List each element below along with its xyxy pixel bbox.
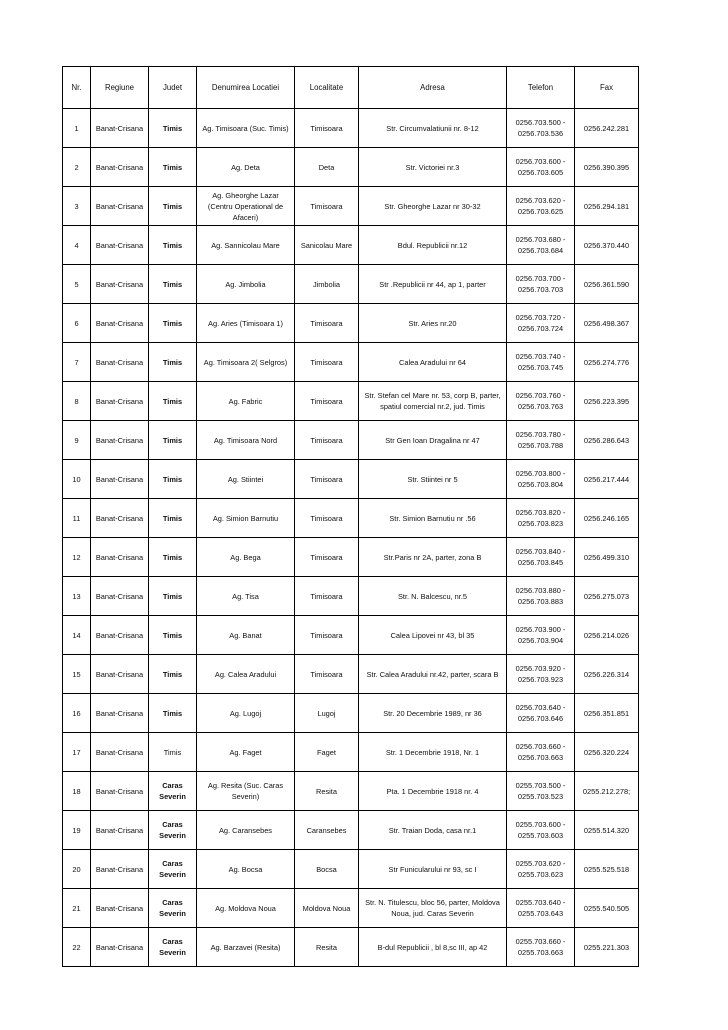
cell-nr: 18 bbox=[63, 772, 91, 811]
cell-denumire: Ag. Timisoara 2( Selgros) bbox=[197, 343, 295, 382]
cell-denumire: Ag. Bocsa bbox=[197, 850, 295, 889]
table-row bbox=[63, 421, 639, 460]
cell-regiune: Banat-Crisana bbox=[91, 538, 149, 577]
cell-judet: Caras Severin bbox=[149, 772, 197, 811]
cell-regiune: Banat-Crisana bbox=[91, 616, 149, 655]
cell-localitate: Timisoara bbox=[295, 577, 359, 616]
cell-telefon: 0256.703.640 - 0256.703.646 bbox=[507, 694, 575, 733]
cell-adresa: Str. Victoriei nr.3 bbox=[359, 148, 507, 187]
table-row bbox=[63, 538, 639, 577]
cell-fax: 0256.499.310 bbox=[575, 538, 639, 577]
table-row bbox=[63, 928, 639, 967]
cell-nr: 5 bbox=[63, 265, 91, 304]
cell-fax: 0256.286.643 bbox=[575, 421, 639, 460]
table-row bbox=[63, 187, 639, 226]
cell-adresa: Str. N. Titulescu, bloc 56, parter, Moldova Noua, jud. Caras Severin bbox=[359, 889, 507, 928]
cell-denumire: Ag. Fabric bbox=[197, 382, 295, 421]
cell-judet: Timis bbox=[149, 109, 197, 148]
cell-localitate: Timisoara bbox=[295, 421, 359, 460]
cell-adresa: Str. Circumvalatiunii nr. 8-12 bbox=[359, 109, 507, 148]
table-row bbox=[63, 772, 639, 811]
cell-adresa: Str .Republicii nr 44, ap 1, parter bbox=[359, 265, 507, 304]
locations-table bbox=[62, 66, 639, 967]
cell-fax: 0256.361.590 bbox=[575, 265, 639, 304]
table-row bbox=[63, 460, 639, 499]
header-adresa: Adresa bbox=[359, 67, 507, 109]
table-row bbox=[63, 148, 639, 187]
cell-adresa: Str. Aries nr.20 bbox=[359, 304, 507, 343]
header-telefon: Telefon bbox=[507, 67, 575, 109]
cell-adresa: Str. N. Balcescu, nr.5 bbox=[359, 577, 507, 616]
cell-judet: Timis bbox=[149, 265, 197, 304]
cell-denumire: Ag. Aries (Timisoara 1) bbox=[197, 304, 295, 343]
table-row bbox=[63, 577, 639, 616]
header-localitate: Localitate bbox=[295, 67, 359, 109]
cell-localitate: Timisoara bbox=[295, 304, 359, 343]
cell-localitate: Timisoara bbox=[295, 343, 359, 382]
cell-regiune: Banat-Crisana bbox=[91, 109, 149, 148]
cell-regiune: Banat-Crisana bbox=[91, 733, 149, 772]
cell-regiune: Banat-Crisana bbox=[91, 382, 149, 421]
cell-regiune: Banat-Crisana bbox=[91, 850, 149, 889]
cell-fax: 0256.214.026 bbox=[575, 616, 639, 655]
cell-judet: Timis bbox=[149, 226, 197, 265]
cell-nr: 14 bbox=[63, 616, 91, 655]
header-row bbox=[63, 67, 639, 109]
table-row bbox=[63, 694, 639, 733]
cell-telefon: 0256.703.820 - 0256.703.823 bbox=[507, 499, 575, 538]
cell-nr: 19 bbox=[63, 811, 91, 850]
cell-nr: 8 bbox=[63, 382, 91, 421]
cell-telefon: 0255.703.620 - 0255.703.623 bbox=[507, 850, 575, 889]
cell-telefon: 0255.703.500 - 0255.703.523 bbox=[507, 772, 575, 811]
cell-nr: 21 bbox=[63, 889, 91, 928]
cell-telefon: 0256.703.700 - 0256.703.703 bbox=[507, 265, 575, 304]
table-row bbox=[63, 850, 639, 889]
cell-regiune: Banat-Crisana bbox=[91, 889, 149, 928]
cell-judet: Timis bbox=[149, 343, 197, 382]
cell-denumire: Ag. Resita (Suc. Caras Severin) bbox=[197, 772, 295, 811]
cell-nr: 3 bbox=[63, 187, 91, 226]
cell-regiune: Banat-Crisana bbox=[91, 928, 149, 967]
cell-regiune: Banat-Crisana bbox=[91, 772, 149, 811]
cell-fax: 0255.540.505 bbox=[575, 889, 639, 928]
cell-adresa: Str. Stiintei nr 5 bbox=[359, 460, 507, 499]
cell-adresa: Str. Traian Doda, casa nr.1 bbox=[359, 811, 507, 850]
cell-localitate: Moldova Noua bbox=[295, 889, 359, 928]
cell-adresa: Str. 20 Decembrie 1989, nr 36 bbox=[359, 694, 507, 733]
cell-nr: 13 bbox=[63, 577, 91, 616]
cell-regiune: Banat-Crisana bbox=[91, 499, 149, 538]
cell-adresa: Calea Aradului nr 64 bbox=[359, 343, 507, 382]
cell-regiune: Banat-Crisana bbox=[91, 811, 149, 850]
cell-telefon: 0256.703.760 - 0256.703.763 bbox=[507, 382, 575, 421]
cell-telefon: 0255.703.600 - 0255.703.603 bbox=[507, 811, 575, 850]
cell-judet: Timis bbox=[149, 421, 197, 460]
cell-telefon: 0256.703.680 - 0256.703.684 bbox=[507, 226, 575, 265]
cell-localitate: Caransebes bbox=[295, 811, 359, 850]
cell-adresa: Str Funicularului nr 93, sc I bbox=[359, 850, 507, 889]
cell-fax: 0255.221.303 bbox=[575, 928, 639, 967]
cell-denumire: Ag. Timisoara Nord bbox=[197, 421, 295, 460]
cell-denumire: Ag. Lugoj bbox=[197, 694, 295, 733]
cell-fax: 0256.275.073 bbox=[575, 577, 639, 616]
cell-localitate: Timisoara bbox=[295, 187, 359, 226]
cell-adresa: Calea Lipovei nr 43, bl 35 bbox=[359, 616, 507, 655]
cell-judet: Timis bbox=[149, 577, 197, 616]
cell-regiune: Banat-Crisana bbox=[91, 460, 149, 499]
cell-denumire: Ag. Bega bbox=[197, 538, 295, 577]
cell-regiune: Banat-Crisana bbox=[91, 655, 149, 694]
cell-judet: Timis bbox=[149, 694, 197, 733]
cell-fax: 0256.246.165 bbox=[575, 499, 639, 538]
cell-telefon: 0256.703.920 - 0256.703.923 bbox=[507, 655, 575, 694]
cell-fax: 0256.351.851 bbox=[575, 694, 639, 733]
header-judet: Judet bbox=[149, 67, 197, 109]
cell-adresa: Pta. 1 Decembrie 1918 nr. 4 bbox=[359, 772, 507, 811]
table-row bbox=[63, 304, 639, 343]
cell-fax: 0256.274.776 bbox=[575, 343, 639, 382]
cell-localitate: Timisoara bbox=[295, 655, 359, 694]
cell-telefon: 0256.703.800 - 0256.703.804 bbox=[507, 460, 575, 499]
header-denumire: Denumirea Locatiei bbox=[197, 67, 295, 109]
cell-localitate: Timisoara bbox=[295, 460, 359, 499]
cell-adresa: Str. Calea Aradului nr.42, parter, scara B bbox=[359, 655, 507, 694]
cell-judet: Timis bbox=[149, 382, 197, 421]
cell-adresa: Str Gen Ioan Dragalina nr 47 bbox=[359, 421, 507, 460]
cell-nr: 1 bbox=[63, 109, 91, 148]
cell-localitate: Timisoara bbox=[295, 616, 359, 655]
cell-nr: 2 bbox=[63, 148, 91, 187]
cell-localitate: Deta bbox=[295, 148, 359, 187]
cell-judet: Caras Severin bbox=[149, 928, 197, 967]
cell-nr: 9 bbox=[63, 421, 91, 460]
cell-judet: Caras Severin bbox=[149, 889, 197, 928]
cell-adresa: Str. Stefan cel Mare nr. 53, corp B, parter, spatiul comercial nr.2, jud. Timis bbox=[359, 382, 507, 421]
cell-nr: 20 bbox=[63, 850, 91, 889]
cell-fax: 0256.217.444 bbox=[575, 460, 639, 499]
cell-fax: 0256.370.440 bbox=[575, 226, 639, 265]
cell-adresa: Str. Simion Barnutiu nr .56 bbox=[359, 499, 507, 538]
cell-adresa: Bdul. Republicii nr.12 bbox=[359, 226, 507, 265]
cell-localitate: Sanicolau Mare bbox=[295, 226, 359, 265]
cell-localitate: Lugoj bbox=[295, 694, 359, 733]
cell-fax: 0256.498.367 bbox=[575, 304, 639, 343]
table-row bbox=[63, 733, 639, 772]
cell-nr: 12 bbox=[63, 538, 91, 577]
cell-fax: 0255.514.320 bbox=[575, 811, 639, 850]
locations-sheet bbox=[62, 66, 638, 957]
cell-nr: 22 bbox=[63, 928, 91, 967]
cell-localitate: Resita bbox=[295, 928, 359, 967]
cell-localitate: Bocsa bbox=[295, 850, 359, 889]
cell-fax: 0256.320.224 bbox=[575, 733, 639, 772]
cell-regiune: Banat-Crisana bbox=[91, 694, 149, 733]
table-row bbox=[63, 499, 639, 538]
cell-regiune: Banat-Crisana bbox=[91, 343, 149, 382]
cell-nr: 10 bbox=[63, 460, 91, 499]
cell-fax: 0256.226.314 bbox=[575, 655, 639, 694]
cell-localitate: Timisoara bbox=[295, 382, 359, 421]
cell-denumire: Ag. Gheorghe Lazar (Centru Operational de Afaceri) bbox=[197, 187, 295, 226]
cell-regiune: Banat-Crisana bbox=[91, 226, 149, 265]
cell-nr: 7 bbox=[63, 343, 91, 382]
cell-regiune: Banat-Crisana bbox=[91, 148, 149, 187]
cell-telefon: 0256.703.840 - 0256.703.845 bbox=[507, 538, 575, 577]
cell-denumire: Ag. Jimbolia bbox=[197, 265, 295, 304]
cell-judet: Timis bbox=[149, 655, 197, 694]
table-row bbox=[63, 265, 639, 304]
cell-localitate: Timisoara bbox=[295, 538, 359, 577]
cell-regiune: Banat-Crisana bbox=[91, 265, 149, 304]
cell-telefon: 0256.703.720 - 0256.703.724 bbox=[507, 304, 575, 343]
cell-nr: 17 bbox=[63, 733, 91, 772]
cell-telefon: 0256.703.900 - 0256.703.904 bbox=[507, 616, 575, 655]
cell-judet: Timis bbox=[149, 499, 197, 538]
cell-judet: Timis bbox=[149, 304, 197, 343]
cell-denumire: Ag. Simion Barnutiu bbox=[197, 499, 295, 538]
cell-nr: 4 bbox=[63, 226, 91, 265]
cell-fax: 0256.294.181 bbox=[575, 187, 639, 226]
cell-denumire: Ag. Calea Aradului bbox=[197, 655, 295, 694]
cell-nr: 16 bbox=[63, 694, 91, 733]
table-row bbox=[63, 655, 639, 694]
cell-fax: 0256.223.395 bbox=[575, 382, 639, 421]
cell-nr: 11 bbox=[63, 499, 91, 538]
cell-denumire: Ag. Caransebes bbox=[197, 811, 295, 850]
cell-judet: Caras Severin bbox=[149, 850, 197, 889]
cell-judet: Timis bbox=[149, 616, 197, 655]
cell-denumire: Ag. Sannicolau Mare bbox=[197, 226, 295, 265]
cell-denumire: Ag. Timisoara (Suc. Timis) bbox=[197, 109, 295, 148]
cell-localitate: Timisoara bbox=[295, 109, 359, 148]
cell-denumire: Ag. Deta bbox=[197, 148, 295, 187]
cell-telefon: 0255.703.640 - 0255.703.643 bbox=[507, 889, 575, 928]
cell-denumire: Ag. Moldova Noua bbox=[197, 889, 295, 928]
cell-fax: 0255.525.518 bbox=[575, 850, 639, 889]
cell-localitate: Resita bbox=[295, 772, 359, 811]
header-nr: Nr. bbox=[63, 67, 91, 109]
cell-judet: Timis bbox=[149, 733, 197, 772]
cell-denumire: Ag. Barzavei (Resita) bbox=[197, 928, 295, 967]
cell-telefon: 0256.703.780 - 0256.703.788 bbox=[507, 421, 575, 460]
table-row bbox=[63, 811, 639, 850]
cell-telefon: 0256.703.740 - 0256.703.745 bbox=[507, 343, 575, 382]
table-row bbox=[63, 382, 639, 421]
cell-fax: 0256.242.281 bbox=[575, 109, 639, 148]
cell-judet: Timis bbox=[149, 538, 197, 577]
cell-denumire: Ag. Stiintei bbox=[197, 460, 295, 499]
cell-denumire: Ag. Faget bbox=[197, 733, 295, 772]
cell-telefon: 0256.703.600 - 0256.703.605 bbox=[507, 148, 575, 187]
cell-regiune: Banat-Crisana bbox=[91, 304, 149, 343]
cell-localitate: Faget bbox=[295, 733, 359, 772]
cell-localitate: Jimbolia bbox=[295, 265, 359, 304]
table-row bbox=[63, 226, 639, 265]
header-fax: Fax bbox=[575, 67, 639, 109]
table-row bbox=[63, 343, 639, 382]
cell-localitate: Timisoara bbox=[295, 499, 359, 538]
cell-judet: Timis bbox=[149, 460, 197, 499]
cell-nr: 6 bbox=[63, 304, 91, 343]
cell-denumire: Ag. Banat bbox=[197, 616, 295, 655]
cell-regiune: Banat-Crisana bbox=[91, 577, 149, 616]
cell-judet: Timis bbox=[149, 187, 197, 226]
header-regiune: Regiune bbox=[91, 67, 149, 109]
cell-adresa: Str. 1 Decembrie 1918, Nr. 1 bbox=[359, 733, 507, 772]
table-row bbox=[63, 889, 639, 928]
cell-judet: Caras Severin bbox=[149, 811, 197, 850]
table-row bbox=[63, 109, 639, 148]
cell-telefon: 0256.703.660 - 0256.703.663 bbox=[507, 733, 575, 772]
cell-fax: 0255.212.278; bbox=[575, 772, 639, 811]
cell-telefon: 0255.703.660 - 0255.703.663 bbox=[507, 928, 575, 967]
cell-telefon: 0256.703.500 - 0256.703.536 bbox=[507, 109, 575, 148]
cell-adresa: B-dul Republicii , bl 8,sc III, ap 42 bbox=[359, 928, 507, 967]
cell-adresa: Str.Paris nr 2A, parter, zona B bbox=[359, 538, 507, 577]
cell-regiune: Banat-Crisana bbox=[91, 187, 149, 226]
cell-adresa: Str. Gheorghe Lazar nr 30-32 bbox=[359, 187, 507, 226]
cell-telefon: 0256.703.880 - 0256.703.883 bbox=[507, 577, 575, 616]
cell-fax: 0256.390.395 bbox=[575, 148, 639, 187]
cell-telefon: 0256.703.620 - 0256.703.625 bbox=[507, 187, 575, 226]
cell-judet: Timis bbox=[149, 148, 197, 187]
cell-denumire: Ag. Tisa bbox=[197, 577, 295, 616]
cell-nr: 15 bbox=[63, 655, 91, 694]
table-row bbox=[63, 616, 639, 655]
cell-regiune: Banat-Crisana bbox=[91, 421, 149, 460]
table-body bbox=[63, 109, 639, 967]
